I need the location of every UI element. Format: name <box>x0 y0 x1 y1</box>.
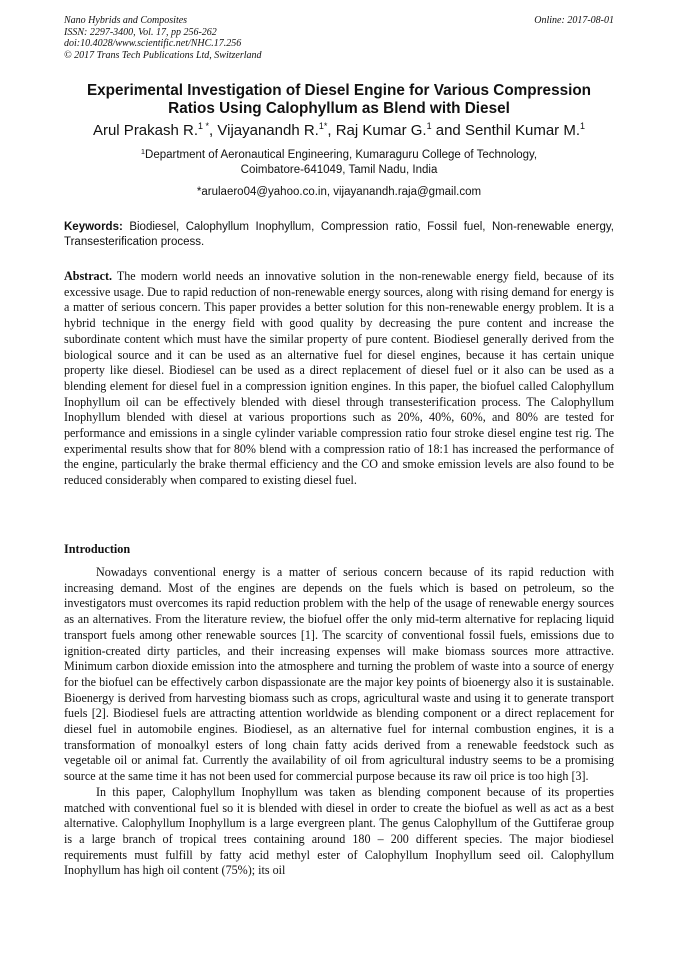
contact-emails[interactable]: *arulaero04@yahoo.co.in, vijayanandh.raja@gmail.com <box>196 186 482 198</box>
copyright-line: © 2017 Trans Tech Publications Ltd, Switzerland <box>64 49 262 61</box>
keywords-label: Keywords: <box>64 221 123 233</box>
author-affiliation-mark: 1 <box>580 121 586 131</box>
author-list <box>44 122 634 140</box>
author-affiliation-mark: 1* <box>318 121 328 131</box>
paper-title: Experimental Investigation of Diesel Engine for Various Compression Ratios Using Calophyllum as Blend with Diesel <box>86 82 592 117</box>
journal-header <box>64 15 424 61</box>
online-date: Online: 2017-08-01 <box>534 15 614 26</box>
author-separator: , <box>209 122 218 139</box>
author-affiliation-mark: 1 <box>426 121 432 131</box>
introduction-body <box>64 565 614 879</box>
affiliation-mark: 1 <box>140 147 146 156</box>
abstract-label: Abstract. <box>64 269 113 283</box>
abstract-text: The modern world needs an innovative solution in the non-renewable energy field, because of its excessive usage. Due to rapid reduction of non-renewable energy sources, along with rising demand for energy is a matter of serious concern. This paper provides a better solution for this non-renewable energy problem. It is a hybrid technique in the energy field with good quality by decreasing the pure content and increase the subordinate content which must have the similar property of pure content. Biodiesel generally derived from the biological source and it can be used as an alternative fuel for diesel engines, because it has certain unique property like diesel. Biodiesel can be used as a direct replacement of diesel fuel or it also can be used as a blending element for diesel fuel in a compression ignition engines. In this paper, the biofuel called Calophyllum Inophyllum oil can be effectively blended with diesel through transesterification process. The Calophyllum Inophyllum blended with diesel at various proportions such as 20%, 40%, 60%, and 80% are tested for performance and emissions in a single cylinder variable compression ratio four stroke diesel engine test rig. The experimental results show that for 80% blend with a compression ratio of 18:1 has increased the performance of the engine, particularly the brake thermal efficiency and the CO and smoke emission levels are also found to be reduced considerably when compared to existing diesel fuel. <box>64 269 614 488</box>
author-name: Senthil Kumar M. <box>464 122 580 139</box>
keywords-text: Biodiesel, Calophyllum Inophyllum, Compression ratio, Fossil fuel, Non-renewable energy, Transesterification process. <box>64 221 614 248</box>
introduction-paragraph: Nowadays conventional energy is a matter of serious concern because of its rapid reduction with increasing demand. Most of the engines are depends on the fuels which is based on petroleum, so the investigators must overcomes its rapid reduction problem with the help of the usage of renewable energy sources as an alternatives. From the literature review, the biofuel offer the only mid-term alternative for replacing liquid transport fuels among other renewable sources [1]. The scarcity of conventional fossil fuels, emissions due to ignition-created dirty particles, and their increasing expenses will make biomass sources more attractive. Minimum carbon dioxide emission into the atmosphere and turning the problem of waste into a source of energy for the biofuel can be effectively carbon dispassionate are the major key points of bioenergy also it is sustainable. Bioenergy is derived from harvesting biomass such as crops, agricultural waste and using it to generate transport fuels [2]. Biodiesel fuels are attracting attention worldwide as blending component or a direct replacement for diesel fuel in automobile engines. Biodiesel, as an alternative fuel for internal combustion engines, it is a transformation of monoalkyl esters of long chain fatty acids derived from a renewable feedstock such as vegetable oil or animal fat. Currently the availability of oil from agricultural industry seems to be a promising source at the same time it has not been used for commercial purpose because its raw oil price is too high [3]. <box>64 565 614 784</box>
keywords-section <box>64 220 614 250</box>
abstract-section <box>64 269 614 489</box>
affiliation-line-1: Department of Aeronautical Engineering, Kumaraguru College of Technology, <box>145 149 538 161</box>
issn-line: ISSN: 2297-3400, Vol. 17, pp 256-262 <box>64 26 217 38</box>
journal-name: Nano Hybrids and Composites <box>64 15 188 26</box>
author-separator: and <box>431 122 465 139</box>
author-name: Vijayanandh R. <box>217 122 319 139</box>
author-affiliation-mark: 1 * <box>198 121 210 131</box>
introduction-paragraph: In this paper, Calophyllum Inophyllum was taken as blending component because of its properties matched with conventional fuel so it is blended with diesel in order to create the biofuel as well as act as a best alternative. Calophyllum Inophyllum is a large evergreen plant. The genus Calophyllum of the Guttiferae group is a large branch of tropical trees containing around 180 – 200 different species. The major biodiesel requirements must fulfill by fatty acid methyl ester of Calophyllum Inophyllum seed oil. Calophyllum Inophyllum has high oil content (75%); its oil <box>64 784 614 878</box>
doi-link[interactable]: doi:10.4028/www.scientific.net/NHC.17.256 <box>64 38 242 49</box>
author-separator: , <box>327 122 336 139</box>
author-name: Raj Kumar G. <box>335 122 427 139</box>
introduction-heading: Introduction <box>64 542 131 556</box>
affiliation-line-2: Coimbatore-641049, Tamil Nadu, India <box>240 164 438 176</box>
affiliation <box>64 148 614 178</box>
author-name: Arul Prakash R. <box>92 122 199 139</box>
